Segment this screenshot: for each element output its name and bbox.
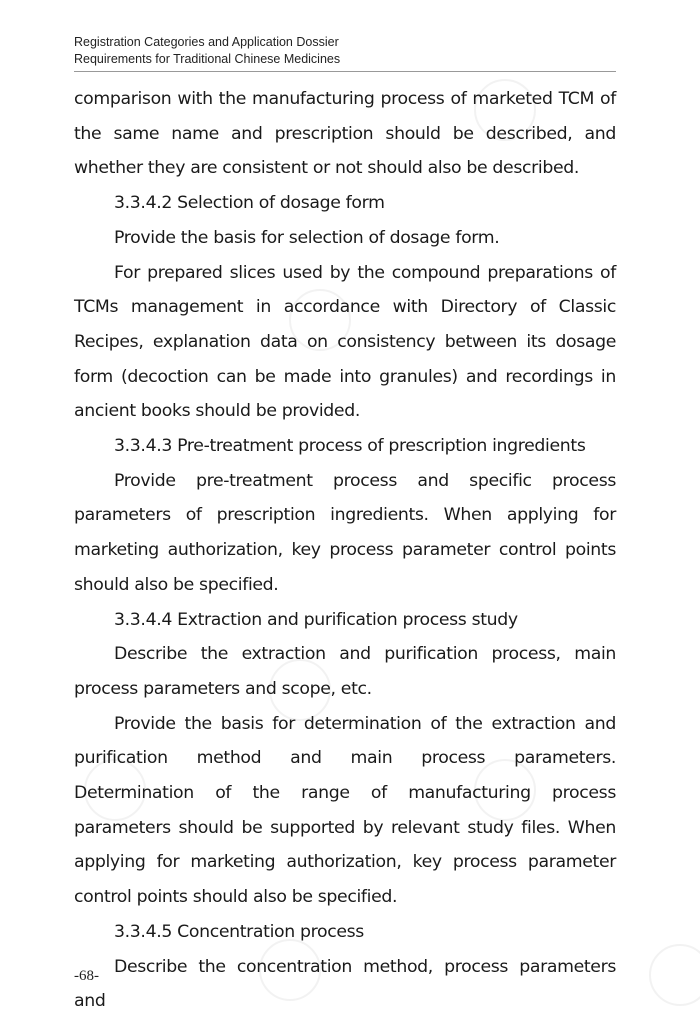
header-line-1: Registration Categories and Application Dossier	[74, 35, 339, 49]
section-heading-3-3-4-4: 3.3.4.4 Extraction and purification process study	[114, 609, 518, 630]
section-heading-3-3-4-2: 3.3.4.2 Selection of dosage form	[114, 193, 385, 214]
paragraph: Provide pre-treatment process and specific process parameters of prescription ingredients. When applying for marketing authorization, key process parameter control points should also be specified.	[74, 470, 616, 595]
section-heading-3-3-4-5: 3.3.4.5 Concentration process	[114, 921, 364, 942]
paragraph: Provide the basis for determination of the extraction and purification method and main process parameters. Determination of the range of manufacturing process parameters should be supported by relevant study files. When applying for marketing authorization, key process parameter control points should also be specified.	[74, 713, 616, 908]
paragraph: Provide the basis for selection of dosage form.	[114, 227, 500, 248]
running-header	[74, 34, 616, 68]
paragraph-continued: comparison with the manufacturing process of marketed TCM of the same name and prescription should be described, and whether they are consistent or not should also be described.	[74, 89, 616, 179]
paragraph: Describe the concentration method, process parameters and	[74, 956, 616, 1012]
paragraph: Describe the extraction and purification process, main process parameters and scope, etc.	[74, 644, 616, 699]
paragraph: For prepared slices used by the compound preparations of TCMs management in accordance with Directory of Classic Recipes, explanation data on consistency between its dosage form (decoction can be made into granules) and recordings in ancient books should be provided.	[74, 262, 616, 422]
section-heading-3-3-4-3: 3.3.4.3 Pre-treatment process of prescription ingredients	[114, 436, 586, 457]
header-line-2: Requirements for Traditional Chinese Medicines	[74, 52, 341, 66]
page-body	[74, 82, 616, 1019]
page-number: -68-	[74, 968, 99, 984]
header-divider	[74, 71, 616, 72]
